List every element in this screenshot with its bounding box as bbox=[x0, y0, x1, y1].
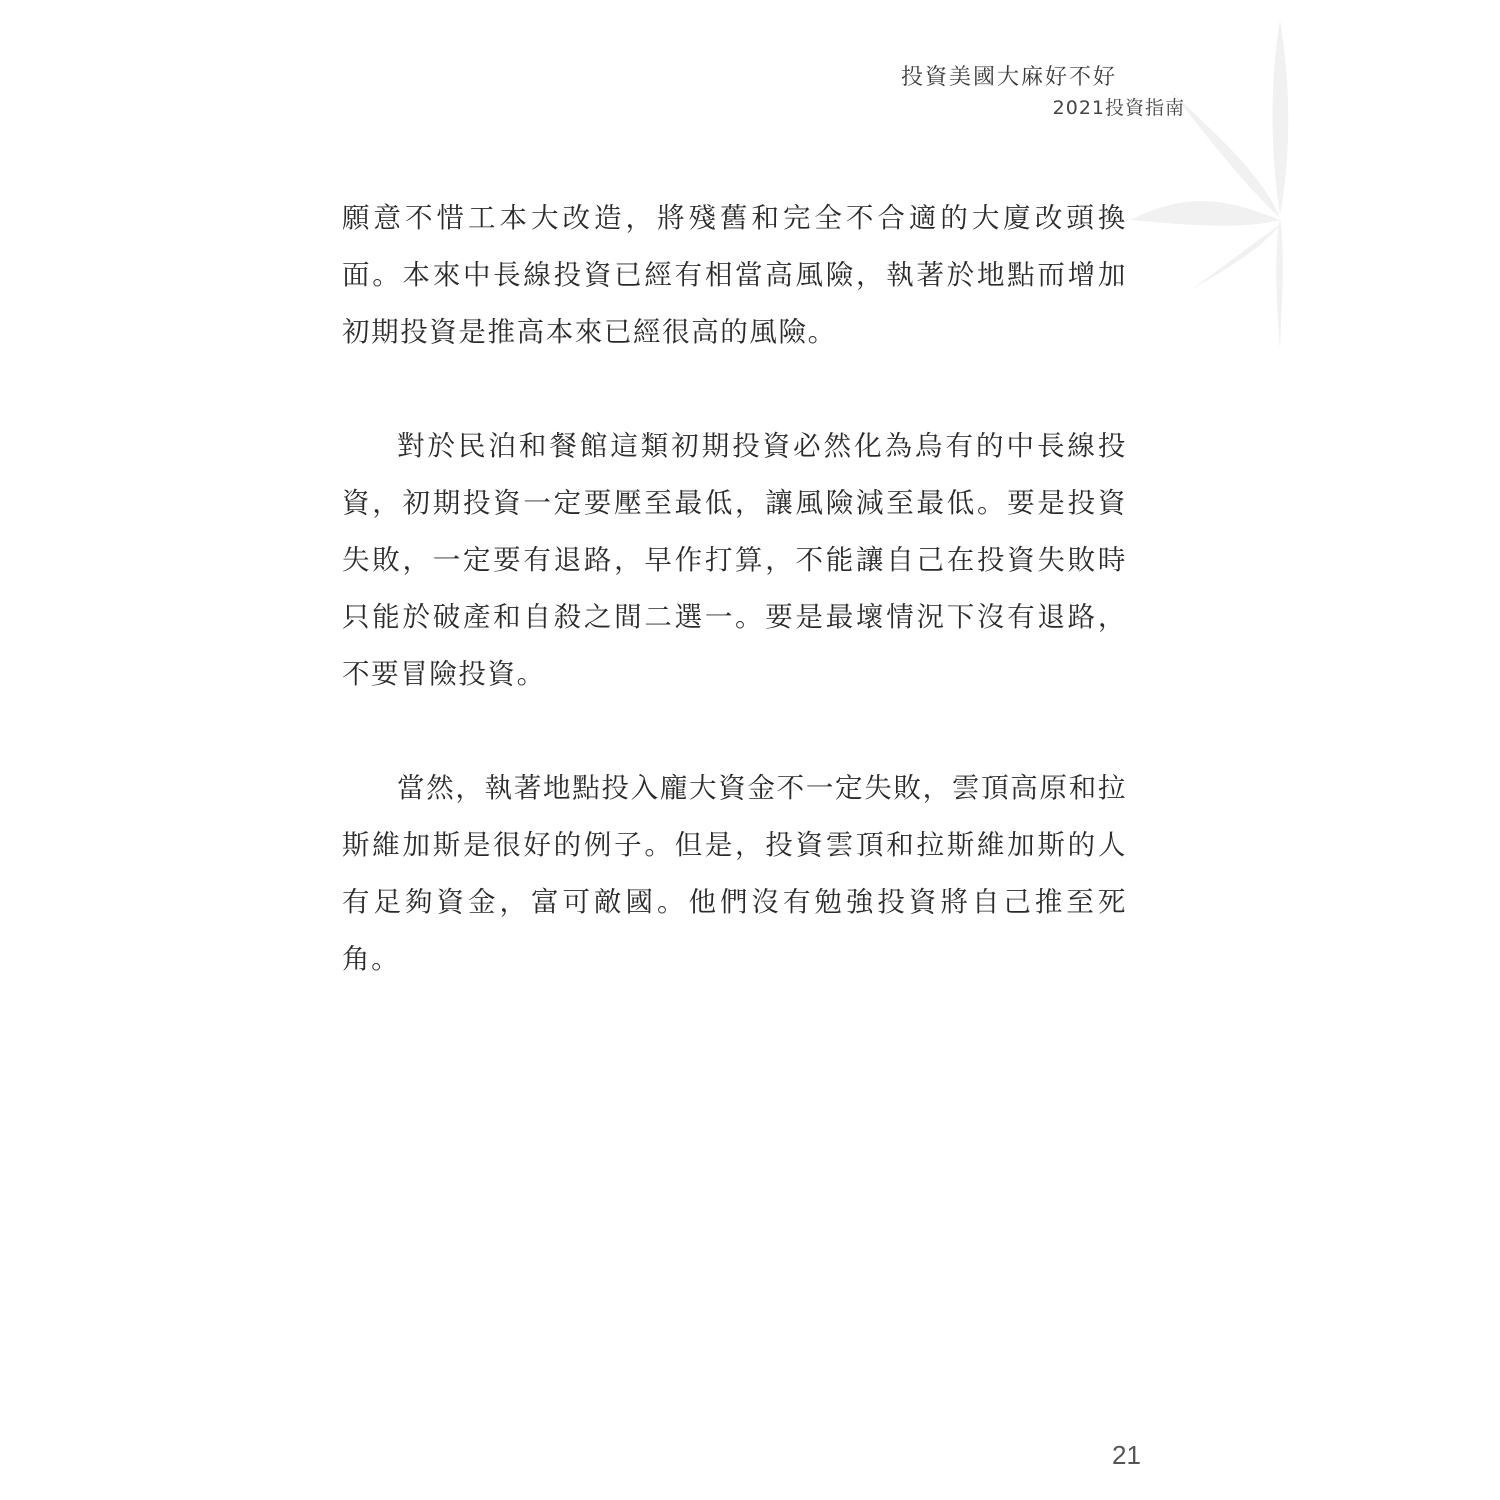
page-number: 21 bbox=[1112, 1440, 1141, 1470]
paragraph-1: 願意不惜工本大改造，將殘舊和完全不合適的大廈改頭換面。本來中長線投資已經有相當高風險，執著於地點而增加初期投資是推高本來已經很高的風險。 bbox=[342, 202, 1127, 348]
paragraph-2: 對於民泊和餐館這類初期投資必然化為烏有的中長線投資，初期投資一定要壓至最低，讓風險減至最低。要是投資失敗，一定要有退路，早作打算，不能讓自己在投資失敗時只能於破產和自殺之間二選一。要是最壞情況下沒有退路，不要冒險投資。 bbox=[342, 430, 1127, 690]
running-header-title: 投資美國大麻好不好 bbox=[900, 65, 1117, 90]
paragraph-3: 當然，執著地點投入龐大資金不一定失敗，雲頂高原和拉斯維加斯是很好的例子。但是，投資雲頂和拉斯維加斯的人有足夠資金，富可敵國。他們沒有勉強投資將自己推至死角。 bbox=[342, 772, 1127, 975]
cannabis-leaf-icon bbox=[1130, 20, 1310, 350]
body-text bbox=[342, 190, 1127, 1045]
running-header-subtitle: 2021投資指南 bbox=[1052, 97, 1185, 119]
